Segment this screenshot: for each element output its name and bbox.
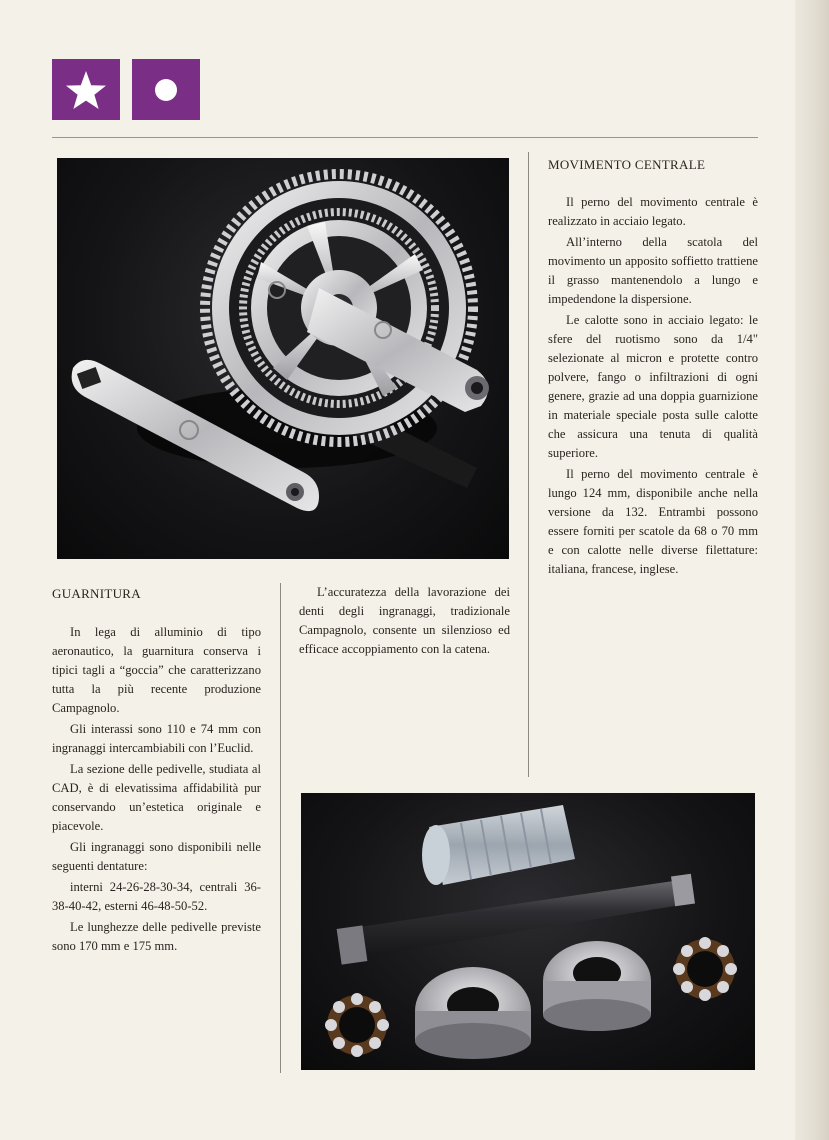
paragraph: Le calotte sono in acciaio legato: le sfere del ruotismo sono da 1/4" selezionate al micron e protette contro polvere, fango o infiltrazioni di ogni genere, grazie ad una doppia guarnizione in materiale speciale posta sulle calotte che assicura una tenuta di qualità superiore.	[548, 313, 758, 460]
paragraph: In lega di alluminio di tipo aeronautico, la guarnitura conserva i tipici tagli a “goccia” che caratterizzano tutta la più recente produzione Campagnolo.	[52, 625, 261, 715]
dot-icon	[154, 78, 178, 102]
paragraph: Il perno del movimento centrale è lungo 124 mm, disponibile anche nella versione da 132. Entrambi possono essere forniti per scatole da 68 o 70 mm e con calotte nelle diverse filettature: italiana, francese, inglese.	[548, 467, 758, 576]
accuratezza-text	[299, 583, 510, 659]
paragraph: Il perno del movimento centrale è realizzato in acciaio legato.	[548, 195, 758, 228]
paragraph: L’accuratezza della lavorazione dei denti degli ingranaggi, tradizionale Campagnolo, consente un silenzioso ed efficace accoppiamento con la catena.	[299, 585, 510, 656]
star-badge	[52, 59, 120, 120]
guarnitura-heading: GUARNITURA	[52, 586, 141, 601]
header-rule	[52, 137, 758, 138]
movimento-heading: MOVIMENTO CENTRALE	[548, 157, 706, 172]
dot-badge	[132, 59, 200, 120]
paragraph: All’interno della scatola del movimento un apposito soffietto trattiene il grasso mantenendolo a lungo e impedendone la dispersione.	[548, 235, 758, 306]
paragraph: Gli ingranaggi sono disponibili nelle seguenti dentature:	[52, 840, 261, 873]
star-icon	[64, 69, 108, 111]
column-divider-left	[280, 583, 281, 1073]
bottom-bracket-photo	[301, 793, 755, 1070]
page-edge	[795, 0, 829, 1140]
column-divider-right	[528, 152, 529, 777]
paragraph: Le lunghezze delle pedivelle previste sono 170 mm e 175 mm.	[52, 920, 261, 953]
paragraph: La sezione delle pedivelle, studiata al CAD, è di elevatissima affidabilità pur conservando un’estetica originale e piacevole.	[52, 762, 261, 833]
paragraph: Gli interassi sono 110 e 74 mm con ingranaggi intercambiabili con l’Euclid.	[52, 722, 261, 755]
guarnitura-text	[52, 623, 261, 956]
movimento-text	[548, 193, 758, 579]
crankset-photo	[57, 158, 509, 559]
paragraph: interni 24-26-28-30-34, centrali 36-38-40-42, esterni 46-48-50-52.	[52, 880, 261, 913]
